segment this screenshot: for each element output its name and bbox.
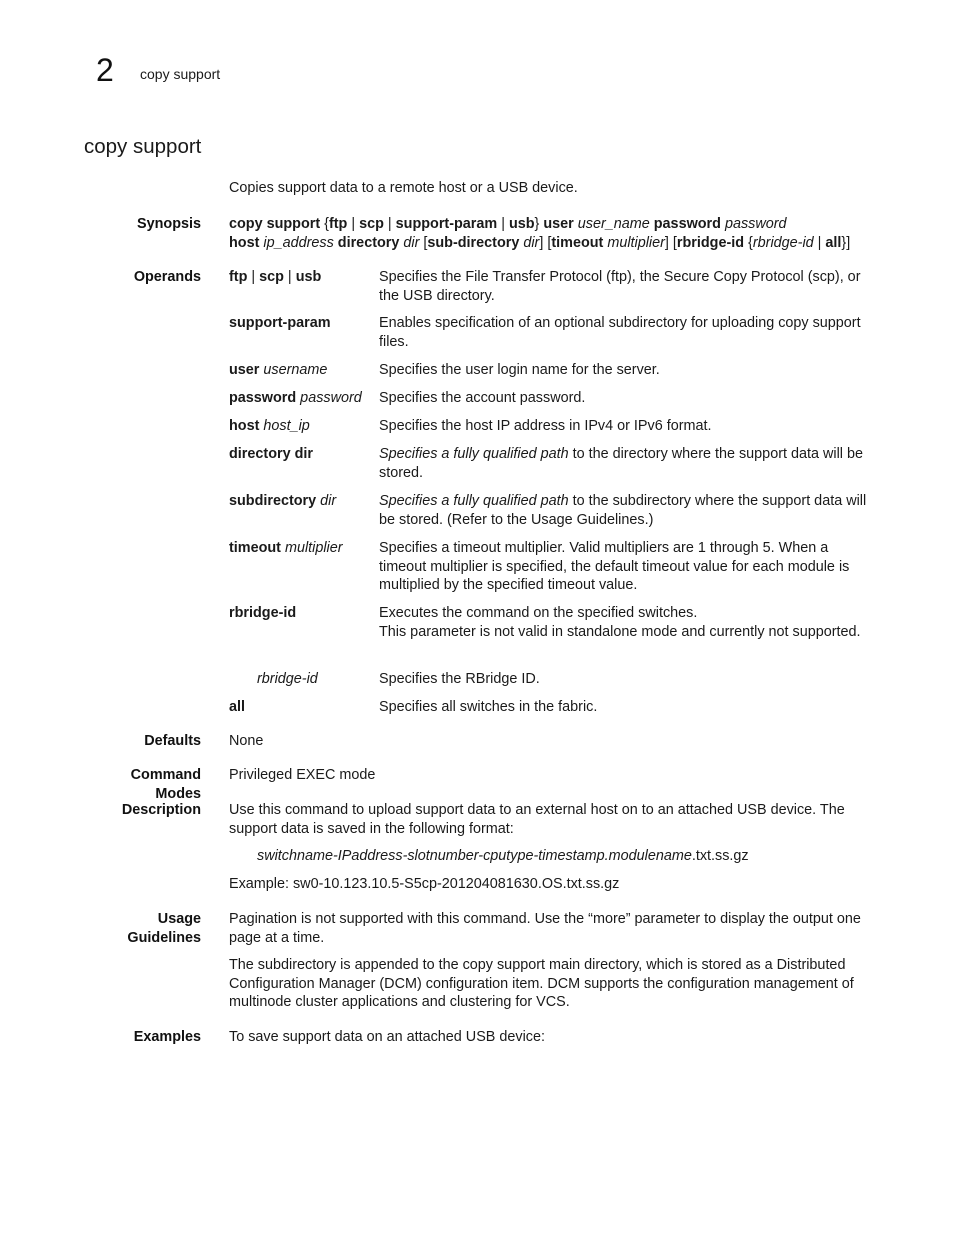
defaults-value: None xyxy=(229,733,264,749)
operand-description-run: to the subdirectory where the support data will be stored. (Refer to the Usage Guidelines.) xyxy=(379,493,867,528)
operand-description-run: Specifies the File Transfer Protocol (ftp), the Secure Copy Protocol (scp), or the USB directory. xyxy=(379,269,861,304)
operand-description-run: Specifies the host IP address in IPv4 or IPv6 format. xyxy=(379,418,712,434)
synopsis-run: scp xyxy=(359,216,384,232)
operand-description xyxy=(379,417,874,436)
operand-description xyxy=(379,539,874,595)
usage-guidelines-label: Usage Guidelines xyxy=(127,911,201,946)
operand-description xyxy=(379,268,874,305)
operand-description xyxy=(379,670,874,689)
operand-term-run: scp xyxy=(259,269,284,285)
operand-term-run: ftp xyxy=(229,269,248,285)
synopsis-content xyxy=(229,215,874,252)
synopsis-run: dir xyxy=(519,234,540,251)
operand-term xyxy=(229,604,374,623)
operand-description-run: to the directory where the support data will be stored. xyxy=(379,446,863,481)
defaults-label: Defaults xyxy=(144,733,201,749)
operand-term-run: subdirectory xyxy=(229,493,317,509)
synopsis-run: directory xyxy=(337,234,400,251)
operand-term-run: host_ip xyxy=(259,418,310,434)
operand-description-run: Specifies a fully qualified path xyxy=(379,446,569,462)
operand-description xyxy=(379,445,874,482)
operand-term-run: timeout xyxy=(229,540,281,556)
operand-description-line xyxy=(379,492,874,529)
usage-paragraph-1: Pagination is not supported with this command. Use the “more” parameter to display the output one page at a time. xyxy=(229,911,861,946)
operand-term-run: password xyxy=(229,390,297,406)
usage-paragraph-2: The subdirectory is appended to the copy support main directory, which is stored as a Distributed Configuration Manager (DCM) configuration item. DCM supports the configuration management of multinode cluster applications and clustering for VCS. xyxy=(229,957,854,1011)
operand-term-run: | xyxy=(283,269,296,285)
intro-text: Copies support data to a remote host or a USB device. xyxy=(229,180,578,196)
synopsis-run: password xyxy=(720,216,787,232)
chapter-number: 2 xyxy=(96,52,114,88)
operand-term-run: all xyxy=(229,699,245,715)
filename-format-extension: .txt.ss.gz xyxy=(691,848,749,865)
synopsis-line-1 xyxy=(229,215,874,234)
operand-term xyxy=(229,445,374,464)
filename-example: Example: sw0-10.123.10.5-S5cp-201204081630.OS.txt.ss.gz xyxy=(229,875,620,892)
examples-text: To save support data on an attached USB device: xyxy=(229,1029,545,1045)
running-header: copy support xyxy=(140,66,221,82)
operand-description xyxy=(379,604,874,641)
operand-description-run: Enables specification of an optional subdirectory for uploading copy support files. xyxy=(379,315,861,350)
command-modes-value: Privileged EXEC mode xyxy=(229,767,376,783)
synopsis-run: | xyxy=(813,234,826,251)
operand-term xyxy=(229,698,374,717)
synopsis-run: host xyxy=(229,234,260,251)
synopsis-run: ip_address xyxy=(259,234,338,251)
operand-description-line xyxy=(379,389,874,408)
filename-format-pattern: switchname-IPaddress-slotnumber-cputype-timestamp.modulename xyxy=(257,848,692,865)
synopsis-run: multiplier xyxy=(603,234,665,251)
operand-description-run: Specifies a fully qualified path xyxy=(379,493,569,509)
operand-description xyxy=(379,492,874,529)
operand-term xyxy=(229,389,374,408)
synopsis-run: ] [ xyxy=(539,234,552,251)
command-modes-label: Command Modes xyxy=(130,767,201,802)
operand-description-line xyxy=(379,623,874,642)
operand-term-run: | xyxy=(247,269,260,285)
filename-format xyxy=(229,847,874,866)
synopsis-run: sub-directory xyxy=(427,234,520,251)
operand-description-line xyxy=(379,604,874,623)
synopsis-run: | xyxy=(497,216,509,232)
synopsis-run: user_name xyxy=(573,216,654,232)
synopsis-line-2 xyxy=(229,234,874,253)
operand-description-line xyxy=(379,361,874,380)
operand-description-line xyxy=(379,417,874,436)
operand-description-run: Specifies the account password. xyxy=(379,390,586,406)
operand-term xyxy=(229,314,374,333)
operand-term-run: dir xyxy=(316,493,337,509)
operand-term-run: rbridge-id xyxy=(257,671,318,687)
operand-term xyxy=(229,268,374,287)
operand-term xyxy=(229,361,374,380)
operand-term xyxy=(229,492,374,511)
synopsis-run: password xyxy=(653,216,721,232)
synopsis-run: all xyxy=(825,234,842,251)
operand-description-run: Specifies a timeout multiplier. Valid multipliers are 1 through 5. When a timeout multiplier is specified, the default timeout value for each module is multiplied by the specified timeout value. xyxy=(379,540,850,594)
synopsis-run: { xyxy=(744,234,753,251)
synopsis-run: ] [ xyxy=(664,234,677,251)
description-content xyxy=(229,801,874,893)
synopsis-run: support-param xyxy=(395,216,498,232)
examples-label: Examples xyxy=(133,1029,201,1045)
operand-description-line xyxy=(379,445,874,482)
synopsis-run: | xyxy=(347,216,360,232)
synopsis-run: ftp xyxy=(328,216,348,232)
operand-description xyxy=(379,314,874,351)
operand-term-run: user xyxy=(229,362,260,378)
operand-term xyxy=(229,539,374,558)
operand-description xyxy=(379,698,874,717)
operand-description-line xyxy=(379,670,874,689)
synopsis-run: } xyxy=(534,216,544,232)
operand-description-line xyxy=(379,539,874,595)
operand-term-run: usb xyxy=(295,269,322,285)
synopsis-run: { xyxy=(320,216,329,232)
synopsis-run: | xyxy=(383,216,396,232)
usage-guidelines-content xyxy=(229,910,874,1012)
page-title: copy support xyxy=(84,135,202,158)
operand-term xyxy=(229,417,374,436)
description-paragraph: Use this command to upload support data to an external host on to an attached USB device. The support data is saved in the following format: xyxy=(229,802,845,837)
synopsis-run: [ xyxy=(423,234,428,251)
operand-term-run: support-param xyxy=(229,315,331,331)
operand-description-run: Specifies the RBridge ID. xyxy=(379,671,540,687)
synopsis-run: user xyxy=(543,216,574,232)
operand-description-run: Specifies all switches in the fabric. xyxy=(379,699,598,715)
synopsis-run: }] xyxy=(841,234,851,251)
synopsis-label: Synopsis xyxy=(137,216,201,232)
synopsis-run: timeout xyxy=(551,234,604,251)
synopsis-run: rbridge-id xyxy=(752,234,814,251)
operand-description-run: Executes the command on the specified switches. xyxy=(379,605,698,621)
synopsis-run: dir xyxy=(399,234,424,251)
operand-description-line xyxy=(379,698,874,717)
synopsis-run: usb xyxy=(508,216,535,232)
synopsis-run: rbridge-id xyxy=(676,234,745,251)
operand-description xyxy=(379,361,874,380)
operand-term-run: password xyxy=(296,390,362,406)
operand-term-run: host xyxy=(229,418,260,434)
operand-description xyxy=(379,389,874,408)
operand-description-line xyxy=(379,314,874,351)
operand-term-run: directory dir xyxy=(229,446,313,462)
operand-description-line xyxy=(379,268,874,305)
description-label: Description xyxy=(121,802,201,818)
operand-term-run: rbridge-id xyxy=(229,605,297,621)
operands-label: Operands xyxy=(133,269,201,285)
operand-term-run: username xyxy=(259,362,328,378)
operand-description-run: Specifies the user login name for the server. xyxy=(379,362,660,378)
synopsis-run: copy support xyxy=(229,216,321,232)
operand-term-run: multiplier xyxy=(280,540,343,556)
operand-description-run: This parameter is not valid in standalone mode and currently not supported. xyxy=(379,623,861,640)
